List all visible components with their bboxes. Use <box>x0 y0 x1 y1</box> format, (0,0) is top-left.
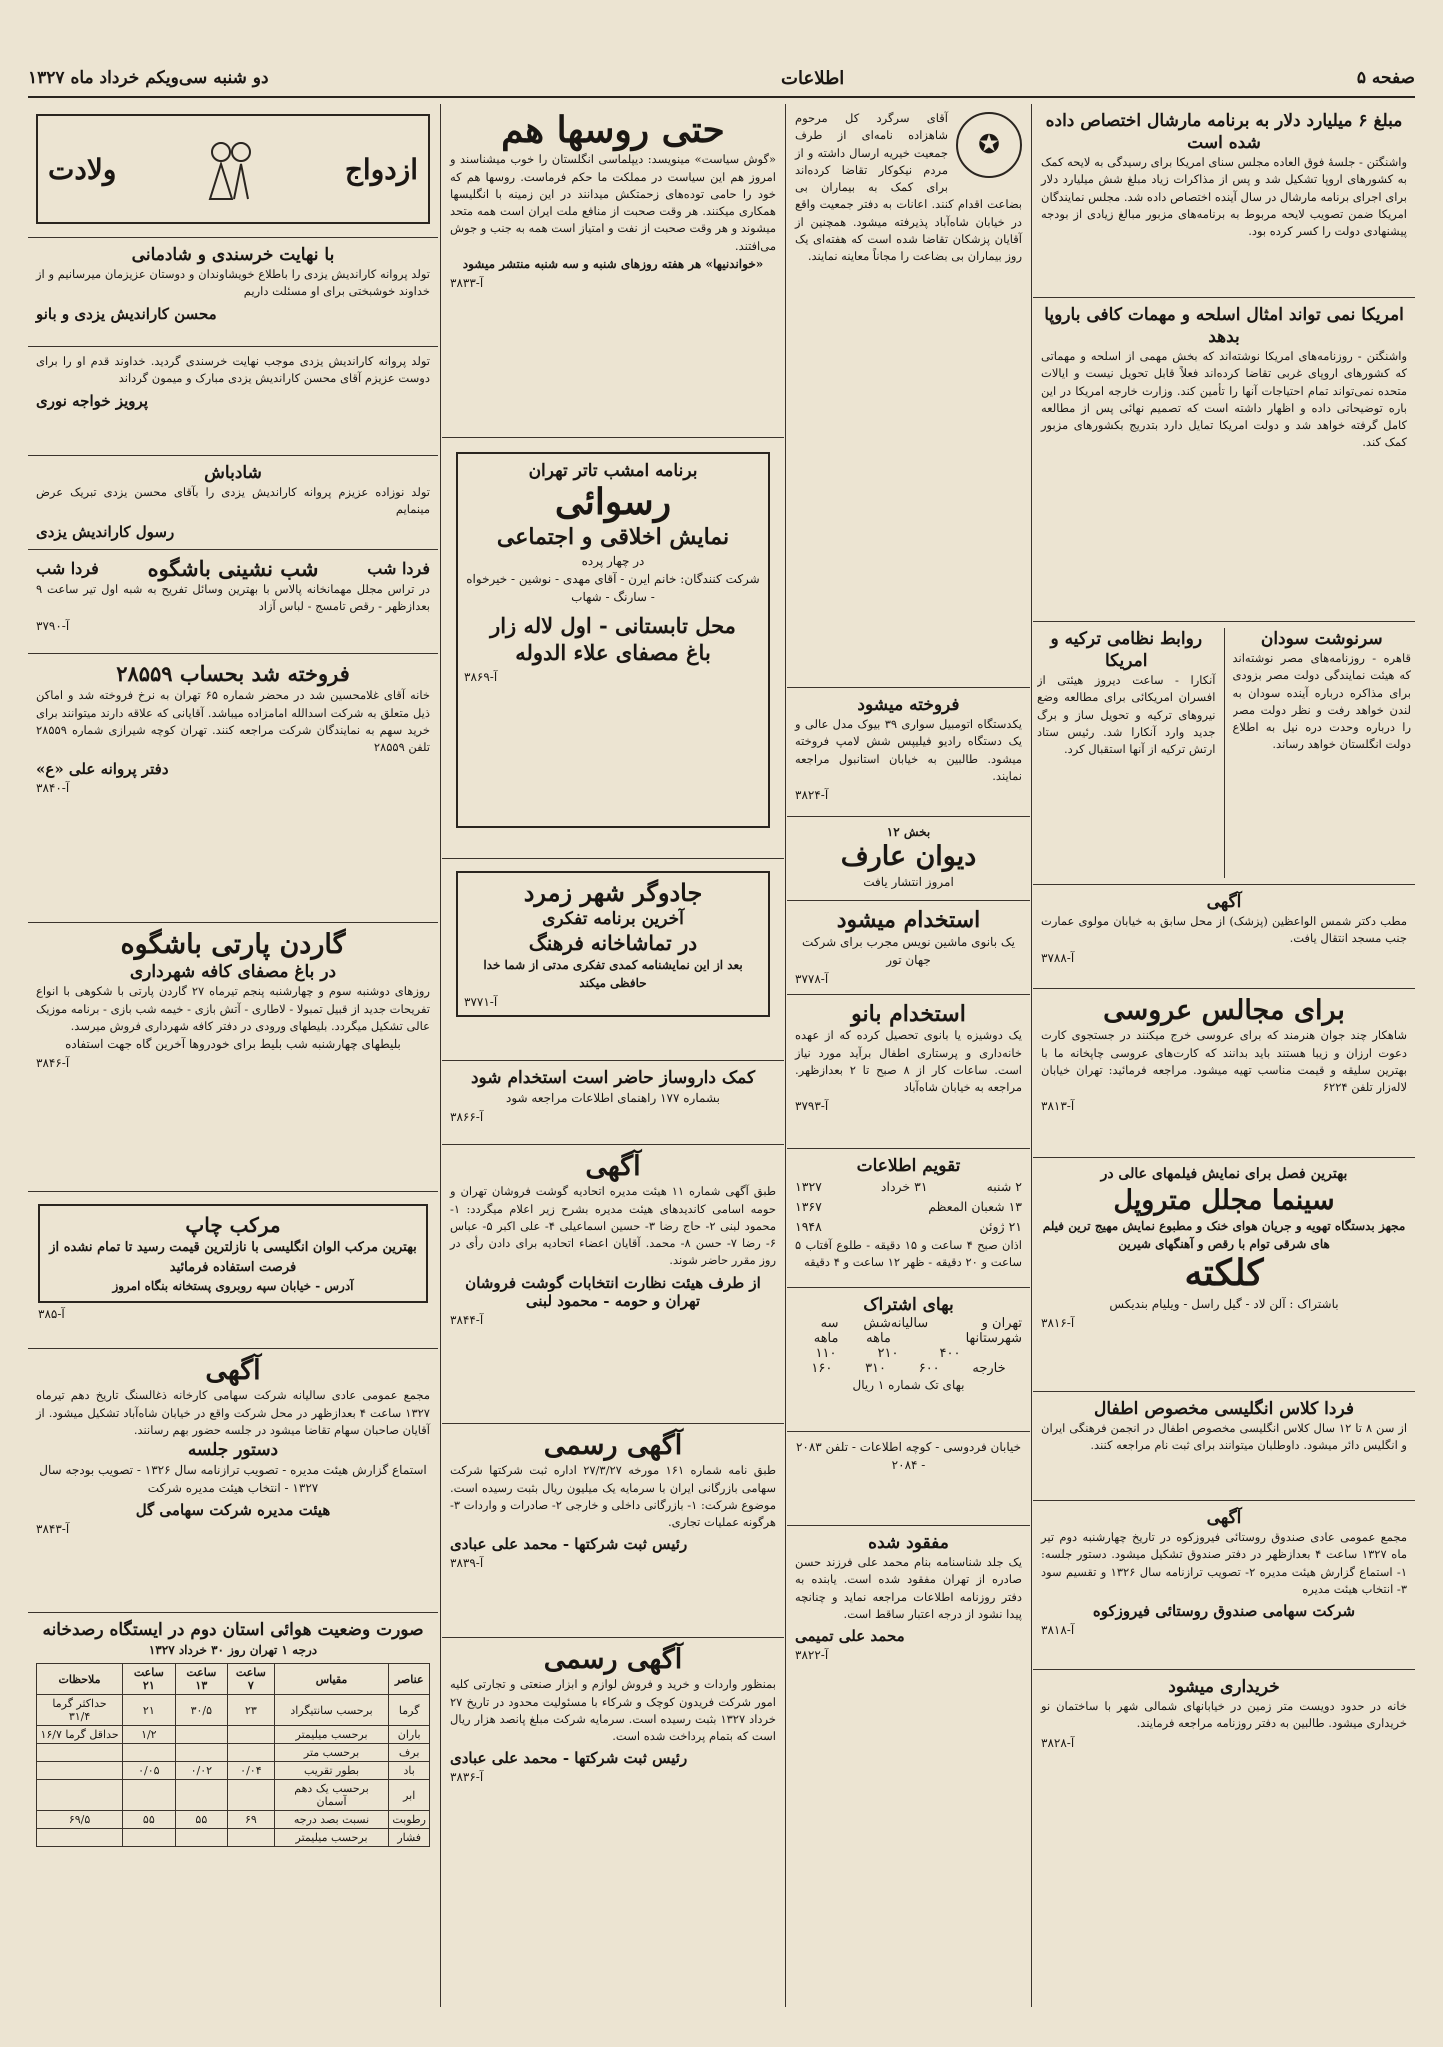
ad-magic <box>442 859 784 1061</box>
notice-signature: شرکت سهامی صندوق روستائی فیروزکوه <box>1092 1602 1356 1621</box>
prayer-times: اذان صبح ۴ ساعت و ۱۵ دقیقه - طلوع آفتاب ۵ ساعت و ۲۰ دقیقه - ظهر ۱۲ ساعت و ۴ دقیقه <box>795 1238 1022 1270</box>
subscription-prices <box>787 1288 1030 1432</box>
notice-signature: رئیس ثبت شرکتها - محمد علی عبادی <box>450 1535 688 1554</box>
ad-body: شاهکار چند جوان هنرمند که برای عروسی خرج میکنند در جستجوی کارت دعوت ارزان و زیبا هستند باید بدانند که کارت‌های عروسی چاپخانه ما با بهترین سلیقه و قیمت مناسب تهیه میشود. مراجعه فرمائید: تهران خیابان لاله‌زار تلفن ۶۲۲۴ <box>1041 1028 1407 1095</box>
ad-reference: آ-۳۸۱۸ <box>1041 1623 1075 1638</box>
weather-header-cell: ساعت ۱۳ <box>175 1664 228 1695</box>
weather-row <box>37 1811 430 1829</box>
ad-divan <box>787 817 1030 901</box>
announcement-signature: محسن کاراندیش یزدی و بانو <box>36 304 217 323</box>
notice-signature: محمد علی تمیمی <box>795 1627 905 1646</box>
agenda-body: استماع گزارش هیئت مدیره - تصویب ترازنامه سال ۱۳۲۶ - تصویب بودجه سال ۱۳۲۷ - انتخاب هیئت مدیره شرکت <box>39 1463 427 1496</box>
announcement-title: با نهایت خرسندی و شادمانی <box>131 245 335 265</box>
subscription-cell: سه ماهه <box>813 1316 839 1347</box>
announcement-body: تولد پروانه کاراندیش یزدی را باطلاع خویشاوندان و دوستان عزیزمان میرسانیم و از خداوند خوشبختی برای او مسئلت داریم <box>36 267 430 299</box>
calendar-cell: ۳۱ خرداد <box>880 1179 928 1195</box>
subscription-cell: ۶۰۰ <box>918 1361 940 1377</box>
calendar-title: تقویم اطلاعات <box>856 1156 961 1176</box>
play-acts: در چهار پرده <box>581 554 645 569</box>
news-row <box>1033 622 1415 885</box>
ad-reference: آ-۳۷۸۸ <box>1041 950 1075 965</box>
play-subtitle: آخرین برنامه تفکری <box>542 908 684 929</box>
weather-cell <box>37 1829 123 1847</box>
weather-title: صورت وضعیت هوائی استان دوم در ایستگاه رصدخانه <box>42 1620 424 1640</box>
subscription-row <box>795 1316 1022 1346</box>
notice-title: مفقود شده <box>868 1533 949 1553</box>
ad-subtitle: در باغ مصفای کافه شهرداری <box>129 962 337 983</box>
weather-header-cell: عناصر <box>389 1664 430 1695</box>
headline: مبلغ ۶ میلیارد دلار به برنامه مارشال اختصاص داده شده است <box>1045 111 1403 154</box>
ad-reference: آ-۳۸۲۲ <box>795 1648 829 1663</box>
subscription-note: بهای تک شماره ۱ ریال <box>852 1378 965 1393</box>
calendar-cell: ۱۳ شعبان المعظم <box>928 1199 1022 1215</box>
play-note: بعد از این نمایشنامه کمدی تفکری مدتی از شما خدا حافظی میکند <box>483 957 743 990</box>
article-body: آقای سرگرد کل مرحوم شاهزاده نامه‌ای از طرف جمعیت خیریه ارسال داشته و از مردم نیکوکار تقاضا کرده‌اند برای کمک به بیماران بی بضاعت اقدام کنند. اعانات به دفتر جمعیت واقع در خیابان شاه‌آباد پذیرفته میشود. همچنین از آقایان پزشکان تقاضا شده است که هفته‌ای یک روز بیماران بی بضاعت را مجاناً معاینه نمایند. <box>795 111 1022 263</box>
weather-cell <box>228 1744 275 1762</box>
weather-cell: ابر <box>389 1780 430 1811</box>
official-notice-1 <box>442 1424 784 1638</box>
ad-title: استخدام میشود <box>836 907 981 933</box>
ad-wedding <box>1033 989 1415 1158</box>
weather-cell: برحسب یک دهم آسمان <box>274 1780 389 1811</box>
ad-section: بخش ۱۲ <box>886 825 931 839</box>
birth-announcement-3 <box>28 456 438 550</box>
weather-header-row <box>37 1664 430 1695</box>
weather-cell: ۵۵ <box>123 1811 176 1829</box>
book-title: دیوان عارف <box>840 841 977 872</box>
theatre-frame <box>456 452 770 828</box>
notice-meeting <box>28 1349 438 1613</box>
weather-cell: باد <box>389 1762 430 1780</box>
notice-title: آگهی <box>1206 1508 1242 1528</box>
subscription-cell: سالیانه <box>890 1316 929 1332</box>
calendar-cell: ۱۹۴۸ <box>795 1219 822 1235</box>
ad-reference: آ-۳۸۶۶ <box>450 1110 484 1125</box>
subscription-cell: ۴۰۰ <box>939 1346 961 1362</box>
weather-cell <box>228 1780 275 1811</box>
ad-reference: آ-۳۸۴۶ <box>36 1056 70 1071</box>
announcement-body: تولد نوزاده عزیزم پروانه کاراندیش یزدی را بآقای محسن یزدی تبریک عرض مینمایم <box>36 485 430 517</box>
weather-cell <box>37 1744 123 1762</box>
weather-cell: ۶۹ <box>228 1811 275 1829</box>
ad-title: شب نشینی باشگوه <box>147 556 319 581</box>
subscription-row <box>795 1346 1022 1361</box>
soiree-when: فردا شب <box>367 559 430 578</box>
subscription-cell: تهران و شهرستانها <box>965 1316 1022 1347</box>
ad-hiring <box>787 901 1030 995</box>
ad-body: از سن ۸ تا ۱۲ سال کلاس انگلیسی مخصوص اطفال در انجمن فرهنگی ایران و انگلیس دائر میشود. داوطلبان میتوانند برای ثبت نام مراجعه کنند. <box>1041 1421 1408 1453</box>
notice-firuzkuh <box>1033 1501 1415 1670</box>
ad-reference: آ-۳۸۵ <box>38 1307 65 1321</box>
subscription-cell: خارجه <box>972 1361 1006 1377</box>
weather-row <box>37 1780 430 1811</box>
play-subtitle: نمایش اخلاقی و اجتماعی <box>496 524 730 551</box>
emblem-icon: ✪ <box>956 112 1022 178</box>
ad-title: گاردن پارتی باشگوه <box>120 929 346 960</box>
banner-frame <box>36 114 430 224</box>
ad-clerk <box>442 1061 784 1145</box>
ad-cinema <box>1033 1158 1415 1392</box>
notice-body: طبق آگهی شماره ۱۱ هیئت مدیره اتحادیه گوشت فروشان تهران و حومه اسامی کاندیدهای هیئت مدیره بشرح زیر اعلام میگردد: ۱- محمود لبنی ۲- حاج رضا ۳- حسین اسماعیلی ۴- علی اکبر ۵- عباس ۶- رضا ۷- حسن ۸- محمد. آقایان اعضاء اتحادیه برای دادن رأی در روز مقرر حاضر شوند. <box>450 1184 776 1268</box>
ad-title: خریداری میشود <box>1168 1677 1280 1697</box>
article-body: «گوش سیاست» مینویسد: دیپلماسی انگلستان را خوب میشناسند و امروز هم این سیاست در مملکت ما حکم فرماست. روسها هم که خود را حامی توده‌های زحمتکش میدانند در این زمینه با انگلیسها همکاری میکنند. هر وقت صحبت از منافع ملت ایران است همه متحد میشوند و هر وقت صحبت از نفت و امتیاز است همه به جنب و جوش می‌افتند. <box>450 152 776 253</box>
weather-row <box>37 1744 430 1762</box>
weather-row <box>37 1829 430 1847</box>
weather-header-cell: ملاحظات <box>37 1664 123 1695</box>
office-info: خیابان فردوسی - کوچه اطلاعات - تلفن ۲۰۸۳ - ۲۰۸۴ <box>795 1440 1022 1472</box>
weather-row <box>37 1726 430 1744</box>
notice-signature: رئیس ثبت شرکتها - محمد علی عبادی <box>450 1749 688 1768</box>
notice-body: یک جلد شناسنامه بنام محمد علی فرزند حسن صادره از تهران مفقود شده است. یابنده به دفتر روزنامه اطلاعات مراجعه نماید و چنانچه پیدا نشود از درجه اعتبار ساقط است. <box>795 1555 1022 1621</box>
weather-cell <box>175 1744 228 1762</box>
article-turkey <box>1037 628 1216 878</box>
column-3 <box>442 104 784 2007</box>
weather-cell: حداکثر گرما ۳۱/۴ <box>37 1695 123 1726</box>
ad-body: یکدستگاه اتومبیل سواری ۳۹ بیوک مدل عالی و یک دستگاه رادیو فیلیپس شش لامپ فروخته میشود. طالبین به خیابان استانبول مراجعه نمایند. <box>795 717 1023 783</box>
column-rule <box>785 104 786 2007</box>
ink-frame <box>38 1204 428 1303</box>
ad-reference: آ-۳۸۲۸ <box>1041 1735 1075 1750</box>
ad-body: روزهای دوشنبه سوم و چهارشنبه پنجم تیرماه ۲۷ گاردن پارتی با شکوهی با انواع تفریحات جدید از قبیل تمبولا - لاطاری - آتش بازی - خیمه شب بازی - برنامه موزیک عالی تشکیل میگردد. بلیطهای ورودی در دفتر کافه شهرداری فروش میرسد. <box>36 984 430 1033</box>
ad-reference: آ-۳۷۹۰ <box>36 618 70 633</box>
article-sudan <box>1233 628 1412 878</box>
notice-title: آگهی <box>1206 892 1242 912</box>
notice-body: بمنظور واردات و خرید و فروش لوازم و ابزار صنعتی و تجارتی کلیه امور شرکت فریدون کوچک و شرکاء با مسئولیت محدود در تاریخ ۲۷ خرداد ۱۳۲۷ بثبت رسیده است. سرمایه شرکت مبلغ پانصد هزار ریال است که بتمام پرداخت شده است. <box>450 1677 776 1744</box>
calendar-row <box>795 1177 1022 1197</box>
weather-cell: ۵۵ <box>175 1811 228 1829</box>
column-1 <box>1033 104 1415 2007</box>
ad-lady <box>787 995 1030 1149</box>
calendar <box>787 1149 1030 1288</box>
column-2 <box>787 104 1030 2007</box>
play-title: جادوگر شهر زمرد <box>523 878 703 907</box>
article-russians <box>442 104 784 438</box>
masthead <box>28 60 1415 98</box>
weather-cell: ۶۹/۵ <box>37 1811 123 1829</box>
ad-title: فروخته شد بحساب ۲۸۵۵۹ <box>116 661 350 686</box>
ad-reference: آ-۳۸۱۳ <box>1041 1099 1075 1114</box>
weather-cell: ۰/۰۵ <box>123 1762 176 1780</box>
theatre-garden: باغ مصفای علاء الدوله <box>515 640 711 666</box>
column-rule <box>1031 104 1032 2007</box>
ad-note: امروز انتشار یافت <box>863 875 954 890</box>
weather-table-body <box>37 1695 430 1847</box>
weather-subtitle: درجه ۱ تهران روز ۳۰ خرداد ۱۳۲۷ <box>148 1643 318 1658</box>
calendar-cell: ۲۱ ژوئن <box>979 1219 1022 1235</box>
weather-cell <box>123 1744 176 1762</box>
calendar-row <box>795 1197 1022 1217</box>
weather-cell <box>228 1829 275 1847</box>
ad-title: کمک داروساز حاضر است استخدام شود <box>470 1068 756 1088</box>
notice-signature: از طرف هیئت نظارت انتخابات گوشت فروشان تهران و حومه - محمود لبنی <box>465 1273 761 1310</box>
announcement-signature: پرویز خواجه نوری <box>36 391 149 410</box>
ad-reference: آ-۳۷۷۸ <box>795 972 829 987</box>
headline: حتی روسها هم <box>501 109 725 151</box>
ad-signature: دفتر پروانه علی «ع» <box>36 760 169 779</box>
weather-cell: رطوبت <box>389 1811 430 1829</box>
ad-reference: آ-۳۸۴۴ <box>450 1312 484 1327</box>
soiree-header <box>36 556 430 581</box>
issue-date: دو شنبه سی‌ویکم خرداد ماه ۱۳۲۷ <box>28 68 269 88</box>
ad-reference: آ-۳۷۷۱ <box>464 994 498 1009</box>
weather-header-cell: ساعت ۲۱ <box>123 1664 176 1695</box>
ad-reference: آ-۳۸۶۹ <box>464 669 498 684</box>
ad-reference: آ-۳۸۱۶ <box>1041 1315 1075 1330</box>
weather-header-cell: مقیاس <box>274 1664 389 1695</box>
announcement-signature: رسول کاراندیش یزدی <box>36 522 175 541</box>
weather-cell: ۱/۲ <box>123 1726 176 1744</box>
weather-cell: نسبت بصد درجه <box>274 1811 389 1829</box>
announcement-body: تولد پروانه کاراندیش یزدی موجب نهایت خرسندی گردید. خداوند قدم او را برای دوست عزیزم آقای محسن کاراندیش یزدی مبارک و میمون گرداند <box>36 354 430 386</box>
article-body: آنکارا - ساعت دیروز هیئتی از افسران امریکائی برای مطالعه وضع نیروهای ترکیه و تحویل ساز و برگ جدید وارد آنکارا شد. رئیس ستاد ارتش ترکیه از آنها استقبال کرد. <box>1037 673 1216 757</box>
ad-reference: آ-۳۸۴۳ <box>36 1522 70 1537</box>
weather-cell: ۰/۰۴ <box>228 1762 275 1780</box>
notice-signature: هیئت مدیره شرکت سهامی گل <box>135 1501 331 1520</box>
ad-garden-party <box>28 923 438 1192</box>
notice-title: آگهی رسمی <box>543 1644 683 1675</box>
calendar-cell: ۱۳۶۷ <box>795 1199 822 1215</box>
subscription-row <box>795 1361 1022 1376</box>
ad-address: آدرس - خیابان سپه روبروی پستخانه بنگاه امروز <box>112 1279 354 1293</box>
play-cast: شرکت کنندگان: خانم ایرن - آقای مهدی - نوشین - خیرخواه - سارنگ - شهاب <box>466 572 760 605</box>
weather-cell: باران <box>389 1726 430 1744</box>
weather-cell: برحسب میلیمتر <box>274 1829 389 1847</box>
ad-title: مرکب چاپ <box>185 1213 281 1237</box>
ad-reference: آ-۳۸۳۶ <box>450 1770 484 1785</box>
theatre-place: محل تابستانی - اول لاله زار <box>490 613 736 639</box>
notice-title: آگهی <box>585 1151 641 1182</box>
weather-cell: برف <box>389 1744 430 1762</box>
weather-report <box>28 1613 438 1854</box>
notice-body: مجمع عمومی عادی سالیانه شرکت سهامی کارخانه ذغالسنگ تاریخ دهم تیرماه ۱۳۲۷ ساعت ۴ بعدازظهر در محل شرکت واقع در خیابان شاه‌آباد تشکیل میشود. از آقایان صاحبان سهام تقاضا میشود در جلسه حضور بهم رسانند. <box>36 1388 430 1437</box>
notice-body: طبق نامه شماره ۱۶۱ مورخه ۲۷/۳/۲۷ اداره ثبت شرکتها شرکت سهامی بازرگانی ایران با سرمایه یک میلیون ریال بثبت رسیده است. موضوع شرکت: ۱- بازرگانی داخلی و خارجی ۲- صادرات و واردات ۳- هرگونه عملیات تجاری. <box>450 1463 776 1530</box>
play-title: رسوائی <box>554 481 672 524</box>
magic-frame <box>456 871 770 1017</box>
weather-cell: ۳۰/۵ <box>175 1695 228 1726</box>
ad-body: در تراس مجلل مهمانخانه پالاس با بهترین وسائل تفریح به شبه اول تیر ساعت ۹ بعدازظهر - رقص تامسج - لباس آزاد <box>36 582 430 614</box>
subscription-cell: شش ماهه <box>863 1316 891 1347</box>
headline: روابط نظامی ترکیه و امریکا <box>1050 629 1203 672</box>
ad-body: بشماره ۱۷۷ راهنمای اطلاعات مراجعه شود <box>506 1091 720 1106</box>
ad-body: خانه در حدود دویست متر زمین در خیابانهای شمالی شهر با ساختمان نو خریداری میشود. طالبین به دفتر روزنامه مراجعه فرمایند. <box>1041 1699 1407 1731</box>
weather-table <box>36 1663 430 1847</box>
weather-cell: ۲۳ <box>228 1695 275 1726</box>
ad-theatre <box>442 438 784 859</box>
ad-title: استخدام بانو <box>851 1001 966 1027</box>
weather-cell <box>175 1726 228 1744</box>
ad-soiree <box>28 550 438 654</box>
column-rule <box>440 104 441 2007</box>
weather-cell: برحسب میلیمتر <box>274 1726 389 1744</box>
divider <box>1224 628 1225 878</box>
theatre-intro: برنامه امشب تاتر تهران <box>528 461 698 481</box>
article-body: قاهره - روزنامه‌های مصر نوشته‌اند که هیئت نمایندگی دولت مصر بزودی برای مذاکره درباره آینده سودان به لندن خواهد رفت و نظر دولت مصر را درباره وحدت دره نیل به اطلاع دولت انگلستان خواهد رساند. <box>1232 651 1411 752</box>
notice-body: مجمع عمومی عادی صندوق روستائی فیروزکوه در تاریخ چهارشنبه دوم تیر ماه ۱۳۲۷ ساعت ۴ بعدازظهر در دفتر صندوق تشکیل میشود. دستور جلسه: ۱- استماع گزارش هیئت مدیره ۲- تصویب ترازنامه سال ۱۳۲۶ و تقسیم سود ۳- انتخاب هیئت مدیره <box>1041 1530 1407 1596</box>
ad-intro: بهترین فصل برای نمایش فیلمهای عالی در <box>1100 1166 1348 1182</box>
ad-subtitle: مجهز بدستگاه تهویه و جریان هوای خنک و مطبوع نمایش مهیج ترین فیلم های شرقی توام با رقص و آهنگهای شیرین <box>1042 1219 1406 1252</box>
weather-cell <box>175 1780 228 1811</box>
cinema-name: سینما مجلل متروپل <box>1113 1185 1335 1216</box>
ad-title: فردا کلاس انگلیسی مخصوص اطفال <box>1094 1399 1354 1419</box>
weather-cell: برحسب سانتیگراد <box>274 1695 389 1726</box>
weather-cell <box>123 1780 176 1811</box>
subscription-title: بهای اشتراک <box>863 1295 954 1315</box>
weather-header-cell: ساعت ۷ <box>228 1664 275 1695</box>
ad-title: فروخته میشود <box>857 695 960 715</box>
film-title: کلکته <box>1184 1252 1264 1295</box>
weather-cell: ۰/۰۲ <box>175 1762 228 1780</box>
weather-cell: بطور تقریب <box>274 1762 389 1780</box>
weather-cell: گرما <box>389 1695 430 1726</box>
ad-reference: آ-۳۸۳۹ <box>450 1556 484 1571</box>
ad-body: بهترین مرکب الوان انگلیسی با نازلترین قیمت رسید تا تمام نشده از فرصت استفاده فرمائید <box>49 1240 417 1275</box>
weather-cell <box>228 1726 275 1744</box>
announcement-title: شادباش <box>204 463 262 483</box>
article-footer: «خواندنیها» هر هفته روزهای شنبه و سه شنبه منتشر میشود <box>462 256 764 271</box>
subscription-cell: ۱۱۰ <box>815 1346 837 1362</box>
weather-cell: فشار <box>389 1829 430 1847</box>
official-notice-2 <box>442 1638 784 1791</box>
ad-reference: آ-۳۷۹۳ <box>795 1099 829 1114</box>
notice-butchers <box>442 1145 784 1424</box>
headline: سرنوشت سودان <box>1260 629 1383 649</box>
birth-announcement-2 <box>28 347 438 456</box>
weather-cell: برحسب متر <box>274 1744 389 1762</box>
paper-name: اطلاعات <box>781 67 845 89</box>
bride-groom-icon <box>196 134 266 204</box>
weather-cell <box>37 1780 123 1811</box>
article-body: واشنگتن - روزنامه‌های امریکا نوشته‌اند که بخش مهمی از اسلحه و مهماتی که کشورهای اروپای غربی تقاضا کرده‌اند فعلاً قابل تحویل نیست و ایالات متحده نمی‌تواند تمام احتیاجات آنها را تأمین کند. وزارت خارجه امریکا در این باره توضیحاتی داده و اظهار داشته است که تصمیم نهائی پس از مطالعه کامل گرفته خواهد شد و دولت امریکا تمایل دارد بتدریج بکشورهای مزبور کمک کند. <box>1041 349 1407 450</box>
calendar-cell: ۱۳۲۷ <box>795 1179 822 1195</box>
weather-row <box>37 1762 430 1780</box>
play-venue: در تماشاخانه فرهنگ <box>528 930 698 955</box>
agenda-title: دستور جلسه <box>187 1440 279 1461</box>
article-body: واشنگتن - جلسهٔ فوق العاده مجلس سنای امریکا برای رسیدگی به لایحه کمک به کشورهای اروپا تشکیل شد و پس از مذاکرات زیاد مبلغ شش میلیارد دلار برای اجرای برنامه مارشال در سال آینده اختصاص داده شد. مجلس نمایندگان امریکا ضمن تصویب لایحه مربوط به برنامه‌های مزبور مبالغ زیادی از بودجه پیشنهادی دولت را کسر کرده بود. <box>1041 155 1407 239</box>
ad-reference: آ-۳۸۴۰ <box>36 781 70 796</box>
calendar-row <box>795 1217 1022 1237</box>
ad-body: یک بانوی ماشین نویس مجرب برای شرکت جهان تور <box>802 935 1015 968</box>
notice-doctor <box>1033 885 1415 989</box>
soiree-when: فردا شب <box>36 559 99 578</box>
ad-car-sale <box>787 688 1030 817</box>
notice-title: آگهی رسمی <box>543 1430 683 1461</box>
weather-cell: حداقل گرما ۱۶/۷ <box>37 1726 123 1744</box>
banner-marriage: ازدواج <box>344 152 418 186</box>
page-number: صفحه ۵ <box>1356 68 1415 88</box>
ad-title: برای مجالس عروسی <box>1103 995 1345 1026</box>
weather-cell <box>123 1829 176 1847</box>
subscription-cell: ۳۱۰ <box>865 1361 887 1377</box>
birth-announcement-1 <box>28 238 438 347</box>
ad-buyer <box>1033 1670 1415 1757</box>
office-address <box>787 1432 1030 1526</box>
weather-row <box>37 1695 430 1726</box>
column-4 <box>28 104 438 2007</box>
article-marshall <box>1033 104 1415 298</box>
calendar-cell: ۲ شنبه <box>986 1179 1022 1195</box>
headline: امریکا نمی تواند امثال اسلحه و مهمات کافی باروپا بدهد <box>1044 305 1404 348</box>
article-charity <box>787 104 1030 688</box>
ad-footer: بلیطهای چهارشنبه شب بلیط برای خودروها آخرین گاه جهت استفاده <box>65 1037 401 1052</box>
weather-cell <box>175 1829 228 1847</box>
ad-ink <box>28 1192 438 1349</box>
ad-body: خانه آقای غلامحسین شد در محضر شماره ۶۵ تهران به نرخ فروخته شد و اماکن ذیل متعلق به شرکت اسدالله امامزاده میباشد. آقایانی که علاقه دارند میتوانند برای خرید سهم به نمایندگان شرکت مراجعه کنند. تهران کوچه شیرازی شماره ۲۸۵۵۹ تلفن ۲۸۵۵۹ <box>36 688 430 755</box>
ad-reference: آ-۳۸۳۳ <box>450 275 484 290</box>
notice-lost <box>787 1526 1030 1669</box>
weather-cell: ۲۱ <box>123 1695 176 1726</box>
subscription-cell: ۱۶۰ <box>811 1361 833 1377</box>
banner-birth: ولادت <box>48 152 117 186</box>
ad-english-class <box>1033 1392 1415 1501</box>
notice-title: آگهی <box>205 1355 261 1386</box>
weather-cell <box>37 1762 123 1780</box>
subscription-cell: ۲۱۰ <box>877 1346 899 1362</box>
notice-body: مطب دکتر شمس الواعظین (پزشک) از محل سابق به خیابان مولوی عمارت جنب مسجد انتقال یافت. <box>1041 914 1407 946</box>
ad-body: یک دوشیزه یا بانوی تحصیل کرده که از عهده خانه‌داری و پرستاری اطفال برآید مورد نیاز است. ساعات کار از ۸ صبح تا ۲ بعدازظهر. مراجعه به خیابان شاه‌آباد <box>795 1028 1022 1095</box>
article-arms <box>1033 298 1415 622</box>
family-banner <box>28 104 438 238</box>
film-cast: باشتراک : آلن لاد - گیل راسل - ویلیام بندیکس <box>1109 1296 1339 1311</box>
ad-reference: آ-۳۸۲۴ <box>795 788 829 803</box>
ad-sold <box>28 654 438 923</box>
